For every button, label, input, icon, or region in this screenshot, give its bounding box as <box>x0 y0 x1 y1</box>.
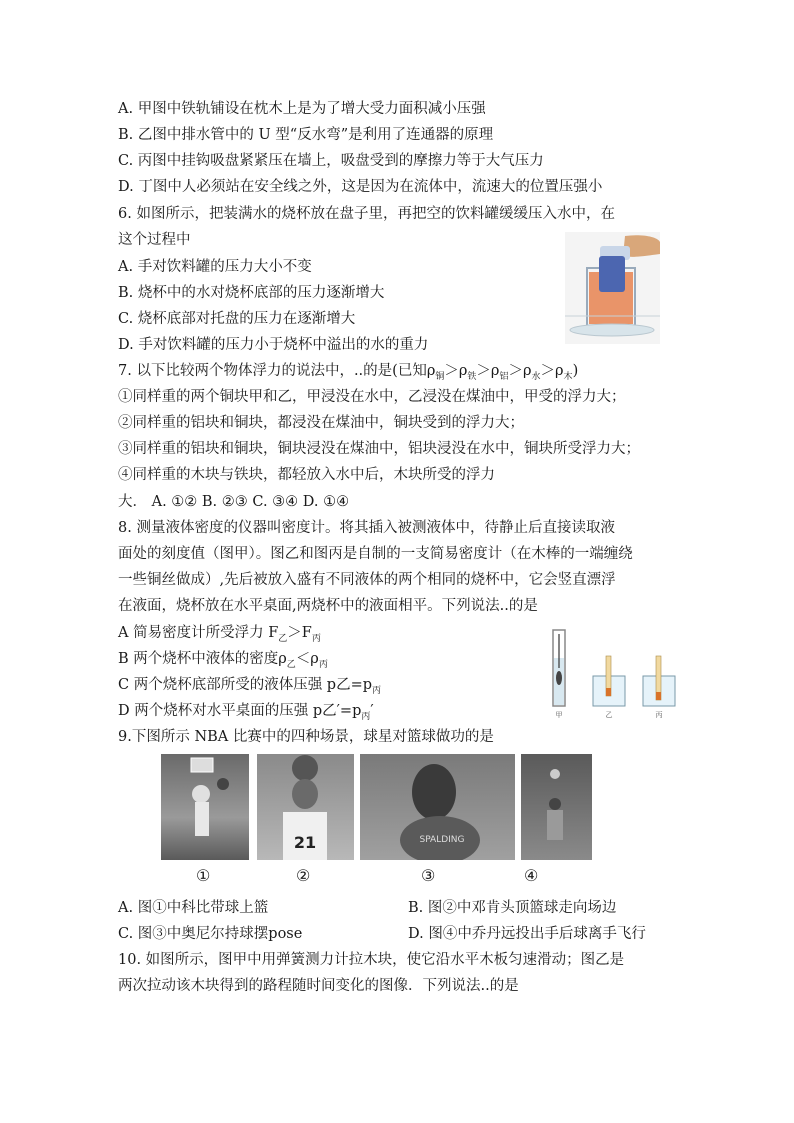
q8-option-b: B 两个烧杯中液体的密度$\rho_乙<\rho_丙$ <box>118 651 328 670</box>
q5-option-d: D. 丁图中人必须站在安全线之外，这是因为在流体中，流速大的位置压强小 <box>118 179 603 195</box>
can-icon <box>599 256 625 292</box>
q8-option-d: D 两个烧杯对水平桌面的压强 p乙$'=p_丙'$ <box>118 703 374 722</box>
q10-stem-line2: 两次拉动该木块得到的路程随时间变化的图像．下列说法..的是 <box>118 978 519 994</box>
fig-label-bing: 丙 <box>655 711 663 719</box>
jersey-number: 21 <box>293 833 317 852</box>
q5-option-b: B. 乙图中排水管中的 U 型“反水弯”是利用了连通器的原理 <box>118 127 494 143</box>
q7-options: 大． A. ①② B. ②③ C. ③④ D. ①④ <box>118 494 350 510</box>
q7-stem: 7. 以下比较两个物体浮力的说法中，..的是(已知$\rho_铜>\rho_铁>\rho_铝>\rho_水>\rho_木$) <box>118 363 579 382</box>
q7-item-4: ④同样重的木块与铁块，都轻放入水中后，木块所受的浮力 <box>118 467 495 483</box>
q9-photo-3 <box>360 754 515 860</box>
q7-item-2: ②同样重的铝块和铜块，都浸没在煤油中，铜块受到的浮力大； <box>118 415 524 431</box>
q6-option-c: C. 烧杯底部对托盘的压力在逐渐增大 <box>118 311 356 327</box>
fig-label-yi: 乙 <box>605 711 613 719</box>
q9-label-4: ④ <box>524 866 539 885</box>
q8-hydrometer-figure <box>545 628 680 720</box>
q8-option-c: C 两个烧杯底部所受的液体压强 p乙$=p_丙$ <box>118 677 382 696</box>
q6-option-b: B. 烧杯中的水对烧杯底部的压力逐渐增大 <box>118 285 385 301</box>
q7-item-1: ①同样重的两个铜块甲和乙，甲浸没在水中，乙浸没在煤油中，甲受的浮力大； <box>118 389 626 405</box>
q9-photo-2 <box>257 754 354 860</box>
q9-photo-4 <box>521 754 592 860</box>
q6-beaker-figure <box>565 232 660 344</box>
q9-option-d: D. 图④中乔丹远投出手后球离手飞行 <box>408 926 646 942</box>
q6-stem-line1: 6. 如图所示，把装满水的烧杯放在盘子里，再把空的饮料罐缓缓压入水中，在 <box>118 206 615 222</box>
q8-stem-line2: 面处的刻度值（图甲）。图乙和图丙是自制的一支简易密度计（在木棒的一端缠绕 <box>118 546 633 562</box>
q9-option-a: A. 图①中科比带球上篮 <box>118 900 269 916</box>
q9-option-c: C. 图③中奥尼尔持球摆pose <box>118 926 303 942</box>
q9-stem: 9.下图所示 NBA 比赛中的四种场景，球星对篮球做功的是 <box>118 729 494 745</box>
ball-brand: SPALDING <box>419 835 465 845</box>
q8-stem-line1: 8. 测量液体密度的仪器叫密度计。将其插入被测液体中，待静止后直接读取液 <box>118 520 615 536</box>
q8-option-a: A 简易密度计所受浮力 $F_乙>F_丙$ <box>118 625 321 644</box>
q5-option-c: C. 丙图中挂钩吸盘紧紧压在墙上，吸盘受到的摩擦力等于大气压力 <box>118 153 544 169</box>
q9-label-1: ① <box>196 866 211 885</box>
q10-stem-line1: 10. 如图所示，图甲中用弹簧测力计拉木块，使它沿水平木板匀速滑动；图乙是 <box>118 952 625 968</box>
q5-option-a: A. 甲图中铁轨铺设在枕木上是为了增大受力面积减小压强 <box>118 101 486 117</box>
q9-label-3: ③ <box>421 866 436 885</box>
q8-stem-line4: 在液面，烧杯放在水平桌面,两烧杯中的液面相平。下列说法..的是 <box>118 598 538 614</box>
q9-label-2: ② <box>296 866 311 885</box>
q9-option-b: B. 图②中邓肯头顶篮球走向场边 <box>408 900 617 916</box>
q7-item-3: ③同样重的铝块和铜块，铜块浸没在煤油中，铝块浸没在水中，铜块所受浮力大； <box>118 441 640 457</box>
fig-label-jia: 甲 <box>555 711 563 719</box>
q6-option-d: D. 手对饮料罐的压力小于烧杯中溢出的水的重力 <box>118 337 429 353</box>
q8-stem-line3: 一些铜丝做成）,先后被放入盛有不同液体的两个相同的烧杯中，它会竖直漂浮 <box>118 572 616 588</box>
q9-photo-1 <box>161 754 249 860</box>
q6-option-a: A. 手对饮料罐的压力大小不变 <box>118 259 312 275</box>
q6-stem-line2: 这个过程中 <box>118 232 191 248</box>
